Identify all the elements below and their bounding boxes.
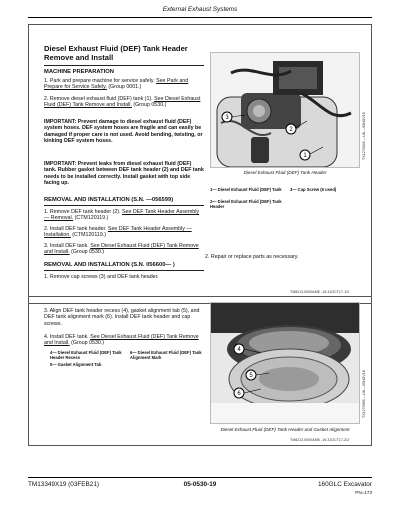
legend-6: 6— Diesel Exhaust Fluid (DEF) Tank Alignment Mark — [130, 350, 202, 360]
svg-text:1: 1 — [303, 153, 307, 159]
def-tank-header-photo — [210, 52, 360, 168]
svg-text:6: 6 — [237, 391, 241, 397]
removal-step-3-link[interactable]: See Diesel Exhaust Fluid (DEF) Tank Remove and Install. — [44, 243, 199, 256]
svg-text:5: 5 — [249, 373, 253, 379]
svg-text:4: 4 — [237, 347, 241, 353]
photo-1-caption: Diesel Exhaust Fluid (DEF) Tank Header — [243, 170, 327, 175]
legend-3: 3— Cap Screw (6 used) — [290, 187, 337, 192]
footer-model: 160GLC Excavator — [318, 481, 372, 488]
footer-doc-id: TM13349X19 (03FEB21) — [28, 481, 100, 488]
removal-step-4: 1. Remove cap screws (3) and DEF tank header. — [44, 274, 159, 280]
removal-step-1-link[interactable]: See DEF Tank Header Assembly — Removal. — [44, 209, 200, 222]
machine-prep-heading: MACHINE PREPARATION — [44, 69, 114, 75]
svg-text:2: 2 — [289, 127, 293, 133]
removal-step-2: 2. Install DEF tank header. See DEF Tank Header Assembly — Installation. (CTM120119.) — [44, 226, 192, 239]
step-1: 1. Park and prepare machine for service safely. See Park and Prepare for Service Safely. (Group 0001.) — [44, 78, 189, 91]
important-2: IMPORTANT: Prevent leaks from diesel exhaust fluid (DEF) tank. Rubber gasket between DEF tank header (2) and DEF tank needs to be installed correctly. Install gasket with top side facing up. — [44, 161, 204, 186]
repair-step: 2. Repair or replace parts as necessary. — [205, 254, 299, 260]
step-3-align: 3. Align DEF tank header recess (4), gasket alignment tab (5), and DEF tank alignment mark (6). Install DEF tank header and cap screws. — [44, 308, 200, 327]
removal-step-1: 1. Remove DEF tank header (2). See DEF Tank Header Assembly — Removal. (CTM120119.) — [44, 209, 200, 222]
photo-1-code: TX1276926 —UN—05NOV18 — [362, 112, 366, 160]
step-4-install: 4. Install DEF tank. See Diesel Exhaust Fluid (DEF) Tank Remove and Install. (Group 0530.) — [44, 334, 199, 347]
header-rule — [28, 17, 372, 18]
step-2-link[interactable]: See Diesel Exhaust Fluid (DEF) Tank Remove and Install. — [44, 96, 201, 109]
removal-step-2-link[interactable]: See DEF Tank Header Assembly — Installation. — [44, 226, 192, 239]
step-2: 2. Remove diesel exhaust fluid (DEF) tank (1). See Diesel Exhaust Fluid (DEF) Tank Remove and Install. (Group 0530.) — [44, 96, 201, 109]
important-1: IMPORTANT: Prevent damage to diesel exhaust fluid (DEF) system hoses. DEF system hoses are fragile and can easily be damaged if proper care is not used. Avoid bending, twisting, or kinking DEF system hoses. — [44, 119, 203, 144]
title-rule — [44, 65, 204, 66]
photo-2-caption: Diesel Exhaust Fluid (DEF) Tank Header and Gasket Alignment — [220, 427, 350, 432]
removal-rule-1 — [44, 205, 204, 206]
gasket-alignment-photo — [210, 302, 360, 424]
legend-2: 2— Diesel Exhaust Fluid (DEF) Tank Header — [210, 199, 282, 209]
step-1-link[interactable]: See Park and Prepare for Service Safely. — [44, 78, 189, 91]
ref-code-2: TM8213,0000AME -19-31OCT17-2/2 — [290, 438, 350, 442]
def-tank-header-illustration — [211, 53, 360, 168]
section-title: Diesel Exhaust Fluid (DEF) Tank Header Remove and Install — [44, 44, 188, 62]
svg-text:3: 3 — [225, 115, 229, 121]
gasket-alignment-illustration — [211, 303, 360, 424]
removal-step-3: 3. Install DEF tank. See Diesel Exhaust Fluid (DEF) Tank Remove and Install. (Group 0530.) — [44, 243, 199, 256]
legend-5: 5— Gasket Alignment Tab — [50, 362, 102, 367]
running-header: External Exhaust Systems — [162, 6, 238, 13]
legend-1: 1— Diesel Exhaust Fluid (DEF) Tank — [210, 187, 282, 192]
removal-heading-2: REMOVAL AND INSTALLATION (S.N. 056600— ) — [44, 262, 175, 268]
footer-page-number: 05-0530-19 — [183, 481, 217, 488]
footer-rule — [28, 477, 372, 478]
removal-heading-1: REMOVAL AND INSTALLATION (S.N. —056599) — [44, 197, 174, 203]
step-4-link[interactable]: See Diesel Exhaust Fluid (DEF) Tank Remove and Install. — [44, 334, 199, 347]
footer-pn: PN=173 — [355, 490, 372, 495]
removal-rule-2 — [44, 270, 204, 271]
photo-2-code: TX1276965 —UN—05NOV18 — [362, 370, 366, 418]
legend-4: 4— Diesel Exhaust Fluid (DEF) Tank Header Recess — [50, 350, 122, 360]
ref-code-1: TM8213,0000AME -19-31OCT17-1/2 — [290, 290, 350, 294]
